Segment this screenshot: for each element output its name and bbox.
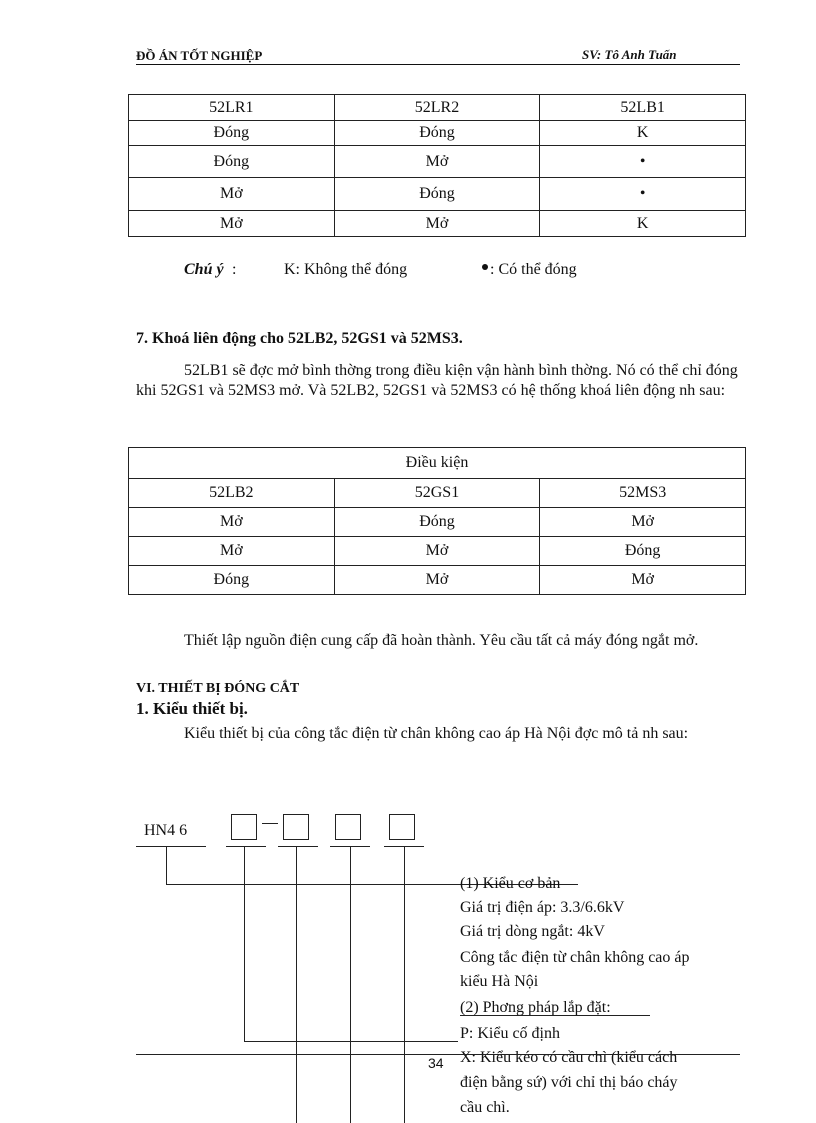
header-author: SV: Tô Anh Tuấn [582, 47, 677, 62]
table2-cell: Mở [334, 537, 540, 566]
code-box-4 [389, 814, 415, 840]
table2-cell: Mở [540, 566, 746, 595]
completion-paragraph: Thiết lập nguồn điện cung cấp đã hoàn thành. Yêu cầu tất cả máy đóng ngắt mở. [184, 632, 699, 649]
table1-cell: Đóng [129, 121, 335, 146]
desc-line-4: Công tắc điện từ chân không cao áp [460, 949, 690, 966]
table2-title: Điều kiện [129, 448, 746, 479]
table2-cell: Mở [129, 537, 335, 566]
table1-cell: Đóng [334, 178, 540, 211]
box-2-underline [278, 846, 318, 847]
table2-header: 52MS3 [540, 479, 746, 508]
table2-header: 52GS1 [334, 479, 540, 508]
leader-line-5-vertical [404, 846, 405, 1123]
header-rule [136, 64, 740, 65]
table1-cell: Mở [334, 211, 540, 237]
desc-line-3: Giá trị dòng ngắt: 4kV [460, 923, 605, 940]
section-6-subheading: 1. Kiểu thiết bị. [136, 699, 248, 718]
table1-header: 52LR2 [334, 95, 540, 121]
dash-separator [262, 823, 278, 824]
desc-line-1: (1) Kiểu cơ bản [460, 875, 561, 892]
leader-line-2-horizontal [244, 1041, 458, 1042]
bullet-icon [482, 264, 488, 270]
table1-cell: K [540, 211, 746, 237]
desc-line-2: Giá trị điện áp: 3.3/6.6kV [460, 899, 625, 916]
leader-line-3-vertical [296, 846, 297, 1123]
desc-line-10: cầu chì. [460, 1099, 510, 1116]
table1-cell: • [540, 146, 746, 178]
note-colon: : [232, 261, 237, 278]
table2-cell: Mở [334, 566, 540, 595]
code-box-1 [231, 814, 257, 840]
table1-cell: Mở [129, 211, 335, 237]
code-box-2 [283, 814, 309, 840]
note-dot-text: : Có thể đóng [490, 261, 577, 278]
desc-line-7: P: Kiểu cố định [460, 1025, 560, 1042]
note-label: Chú ý [184, 261, 224, 278]
table1-header: 52LR1 [129, 95, 335, 121]
table2-header: 52LB2 [129, 479, 335, 508]
section-7-paragraph: 52LB1 sẽ đợc mở bình thờng trong điều kiện vận hành bình thờng. Nó có thể chỉ đóng khi 52GS1 và 52MS3 mở. Và 52LB2, 52GS1 và 52MS3 có hệ thống khoá liên động nh sau: [136, 362, 738, 399]
section-6-heading: VI. THIẾT BỊ ĐÓNG CẮT [136, 681, 300, 696]
page-number: 34 [428, 1055, 444, 1071]
table1-cell: K [540, 121, 746, 146]
leader-line-1-vertical [166, 846, 167, 884]
section-6-paragraph: Kiểu thiết bị của công tắc điện từ chân không cao áp Hà Nội đợc mô tả nh sau: [184, 725, 689, 742]
table2-cell: Đóng [334, 508, 540, 537]
leader-line-4-vertical [350, 846, 351, 1123]
desc-line-5: kiểu Hà Nội [460, 973, 539, 990]
table1-header: 52LB1 [540, 95, 746, 121]
desc-line-8: X: Kiểu kéo có cầu chì (kiểu cách [460, 1049, 678, 1066]
desc-strike [460, 1015, 650, 1016]
desc-line-6: (2) Phơng pháp lắp đặt: [460, 999, 611, 1016]
interlock-table-2 [128, 447, 746, 595]
table2-cell: Đóng [540, 537, 746, 566]
desc-line-9: điện bằng sứ) với chỉ thị báo cháy [460, 1074, 678, 1091]
model-underline [136, 846, 206, 847]
box-1-underline [226, 846, 266, 847]
table1-cell: Đóng [334, 121, 540, 146]
leader-line-2-vertical [244, 846, 245, 1041]
table2-cell: Mở [129, 508, 335, 537]
table1-cell: Mở [334, 146, 540, 178]
interlock-table-1 [128, 94, 746, 237]
table2-cell: Mở [540, 508, 746, 537]
note-k-text: K: Không thể đóng [284, 261, 408, 278]
table1-cell: Đóng [129, 146, 335, 178]
table2-cell: Đóng [129, 566, 335, 595]
table1-cell: • [540, 178, 746, 211]
model-code: HN4 6 [144, 822, 188, 839]
section-7-heading: 7. Khoá liên động cho 52LB2, 52GS1 và 52MS3. [136, 330, 463, 347]
code-box-3 [335, 814, 361, 840]
header-title: ĐỒ ÁN TỐT NGHIỆP [136, 48, 263, 63]
table1-cell: Mở [129, 178, 335, 211]
